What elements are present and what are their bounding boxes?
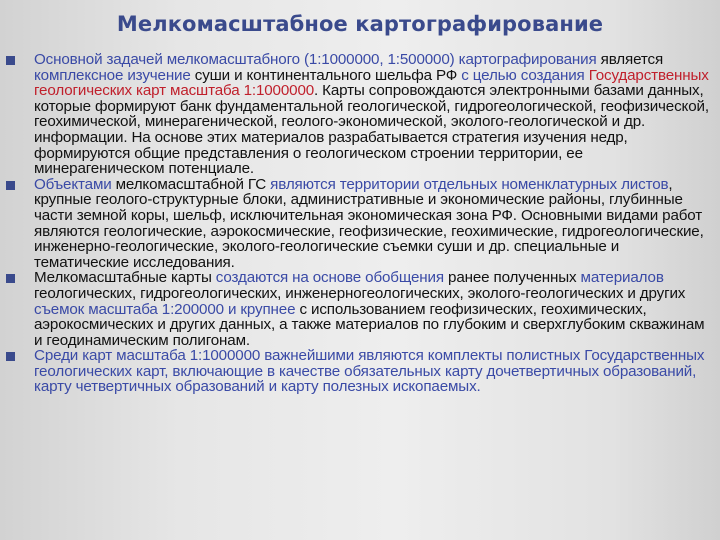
text-segment: , крупные геолого-структурные блоки, административные и экономические районы, глубинные части земной коры, шельф, исключительная экономическая зона РФ. Основными видами работ являются геологические, аэрокосмические, геофизические, геохимические, гидрогеологические, инженерно-геологические, эколого-геологические съемки суши и др. специальные и тематические исследования. xyxy=(34,175,704,271)
square-bullet-icon xyxy=(6,352,15,361)
bullet-item xyxy=(6,52,710,177)
text-segment: суши и континентального шельфа РФ xyxy=(194,66,462,84)
bullet-item xyxy=(6,270,710,348)
text-segment: Государственных геологических карт масштаба 1:1000000 xyxy=(34,66,709,100)
text-segment: Основной задачей мелкомасштабного (1:1000000, 1:500000) картографирования xyxy=(34,51,601,68)
text-segment: Мелкомасштабные карты xyxy=(34,269,216,287)
text-segment: материалов xyxy=(580,269,664,287)
bullet-item xyxy=(6,348,710,395)
text-segment: создаются на основе обобщения xyxy=(215,269,449,287)
slide-title: Мелкомасштабное картографирование xyxy=(116,12,604,36)
text-segment: является xyxy=(600,51,664,68)
text-segment: с целью создания xyxy=(461,66,589,84)
square-bullet-icon xyxy=(6,56,15,65)
text-segment: мелкомасштабной ГС xyxy=(115,175,271,193)
text-segment: Среди карт масштаба 1:1000000 важнейшими являются комплекты полистных Государственных геологических карт, включающие в качестве обязательных карту дочетвертичных образований, карту четвертичных образований и карту полезных ископаемых. xyxy=(34,347,705,396)
text-segment: с использованием геофизических, геохимических, аэрокосмических и других данных, а также материалов по глубоким и сверхглубоким скважинам и геодинамическим полигонам. xyxy=(34,300,705,349)
text-segment: комплексное изучение xyxy=(34,66,195,84)
square-bullet-icon xyxy=(6,181,15,190)
text-segment: . Карты сопровождаются электронными базами данных, которые формируют банк фундаментальной геологической, гидрогеологической, геофизической, геохимической, минерагенической, геолого-экономической, эколого-геологической и др. информации. На основе этих материалов разрабатывается стратегия изучения недр, формируются общие представления о геологическом строении территории, ее минерагеническом потенциале. xyxy=(34,82,709,178)
text-segment: являются территории отдельных номенклатурных листов xyxy=(270,175,669,193)
text-segment: ранее полученных xyxy=(448,269,581,287)
text-segment: геологических, гидрогеологических, инженерногеологических, эколого-геологических и других xyxy=(34,284,686,302)
bullet-item xyxy=(6,177,710,271)
square-bullet-icon xyxy=(6,274,15,283)
text-segment: съемок масштаба 1:200000 и крупнее xyxy=(34,300,300,318)
bullet-list xyxy=(6,52,710,395)
text-segment: Объектами xyxy=(34,175,116,193)
